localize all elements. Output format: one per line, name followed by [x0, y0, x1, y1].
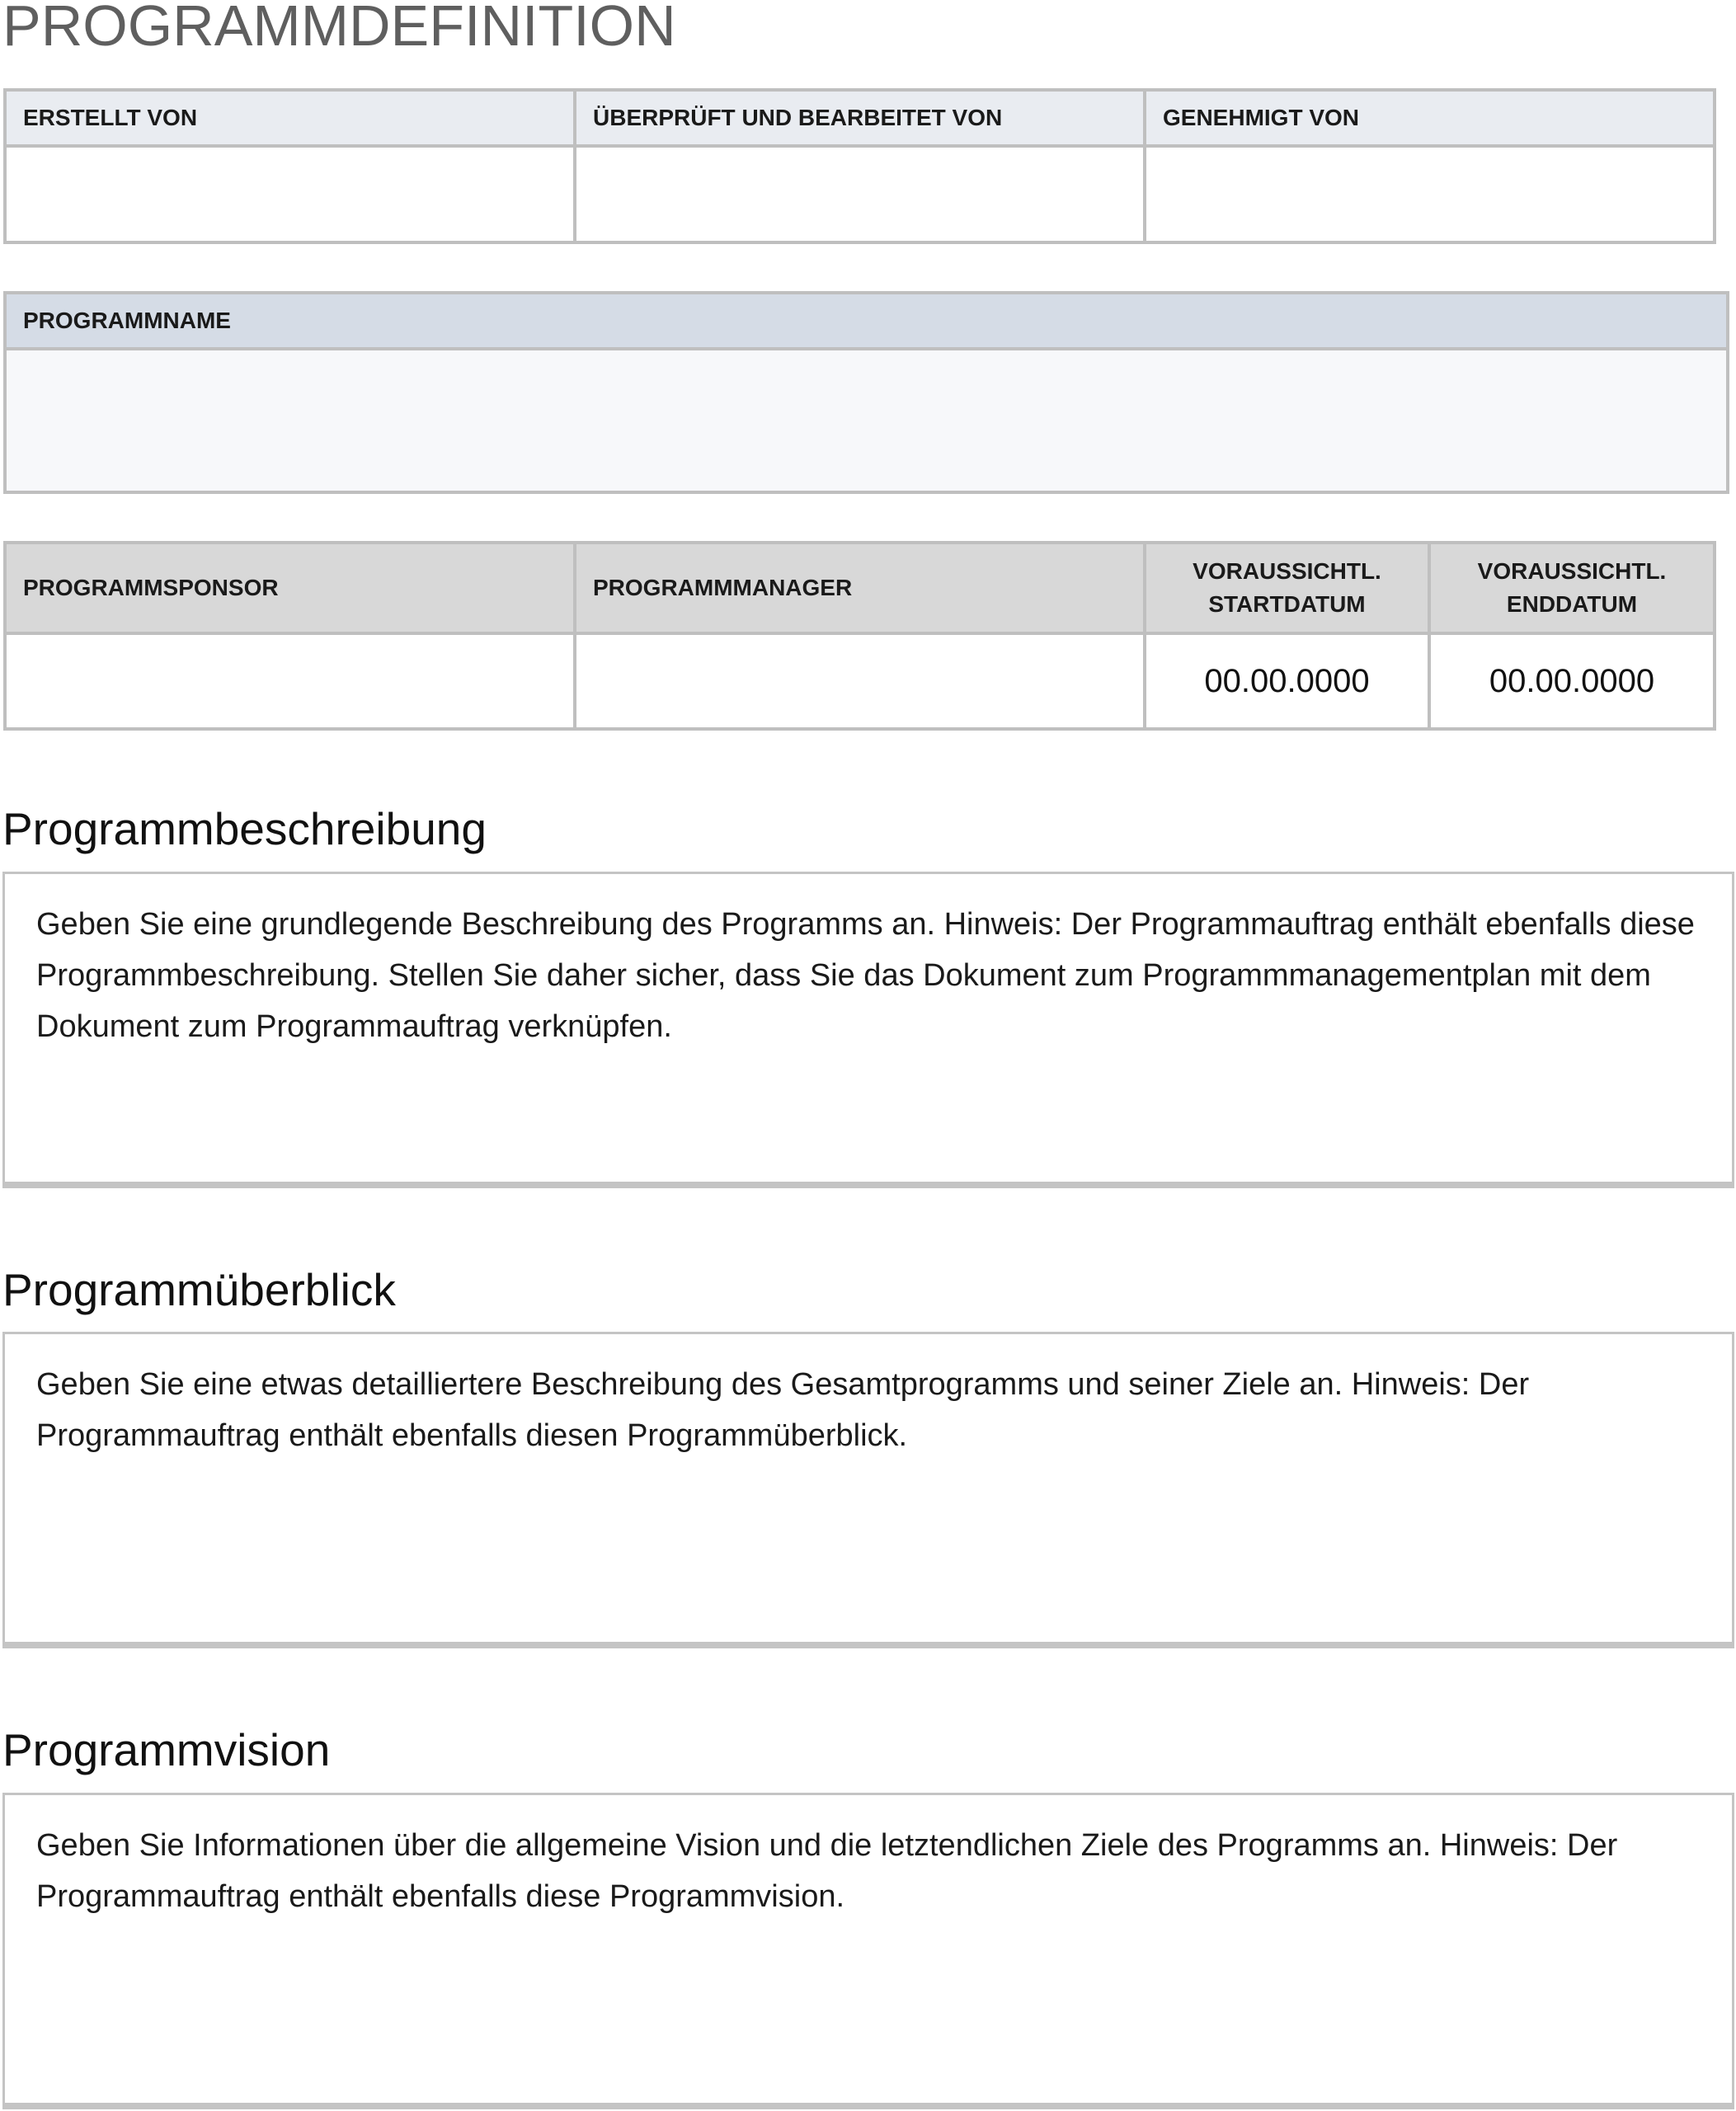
program-name-field[interactable]	[5, 349, 1728, 492]
vision-textbox[interactable]: Geben Sie Informationen über die allgemeine Vision und die letztendlichen Ziele des Programms an. Hinweis: Der Programmauftrag enthält ebenfalls diese Programmvision.	[2, 1793, 1734, 2109]
sponsor-field[interactable]	[5, 633, 575, 729]
reviewed-by-field[interactable]	[575, 146, 1145, 242]
program-people-table	[3, 541, 1716, 731]
start-date-label-line1: VORAUSSICHTL.	[1193, 558, 1381, 584]
approved-by-label: GENEHMIGT VON	[1145, 90, 1715, 146]
end-date-label-line1: VORAUSSICHTL.	[1477, 558, 1667, 584]
approval-table	[3, 88, 1716, 244]
manager-field[interactable]	[575, 633, 1145, 729]
manager-label: PROGRAMMMANAGER	[575, 543, 1145, 633]
program-name-label: PROGRAMMNAME	[5, 293, 1728, 349]
program-name-table	[3, 291, 1729, 494]
end-date-field[interactable]: 00.00.0000	[1429, 633, 1715, 729]
page-title: PROGRAMMDEFINITION	[2, 0, 676, 58]
approved-by-field[interactable]	[1145, 146, 1715, 242]
overview-textbox[interactable]: Geben Sie eine etwas detailliertere Beschreibung des Gesamtprogramms und seiner Ziele an. Hinweis: Der Programmauftrag enthält ebenfalls diesen Programmüberblick.	[2, 1332, 1734, 1648]
created-by-field[interactable]	[5, 146, 575, 242]
end-date-label	[1429, 543, 1715, 633]
overview-heading: Programmüberblick	[2, 1264, 396, 1315]
reviewed-by-label: ÜBERPRÜFT UND BEARBEITET VON	[575, 90, 1145, 146]
description-textbox[interactable]: Geben Sie eine grundlegende Beschreibung des Programms an. Hinweis: Der Programmauftrag enthält ebenfalls diese Programmbeschreibung. Stellen Sie daher sicher, dass Sie das Dokument zum Programmmanagementplan mit dem Dokument zum Programmauftrag verknüpfen.	[2, 872, 1734, 1188]
start-date-label	[1145, 543, 1429, 633]
created-by-label: ERSTELLT VON	[5, 90, 575, 146]
sponsor-label: PROGRAMMSPONSOR	[5, 543, 575, 633]
vision-heading: Programmvision	[2, 1724, 331, 1775]
description-heading: Programmbeschreibung	[2, 803, 487, 854]
start-date-label-line2: STARTDATUM	[1208, 591, 1366, 617]
end-date-label-line2: ENDDATUM	[1506, 591, 1638, 617]
start-date-field[interactable]: 00.00.0000	[1145, 633, 1429, 729]
